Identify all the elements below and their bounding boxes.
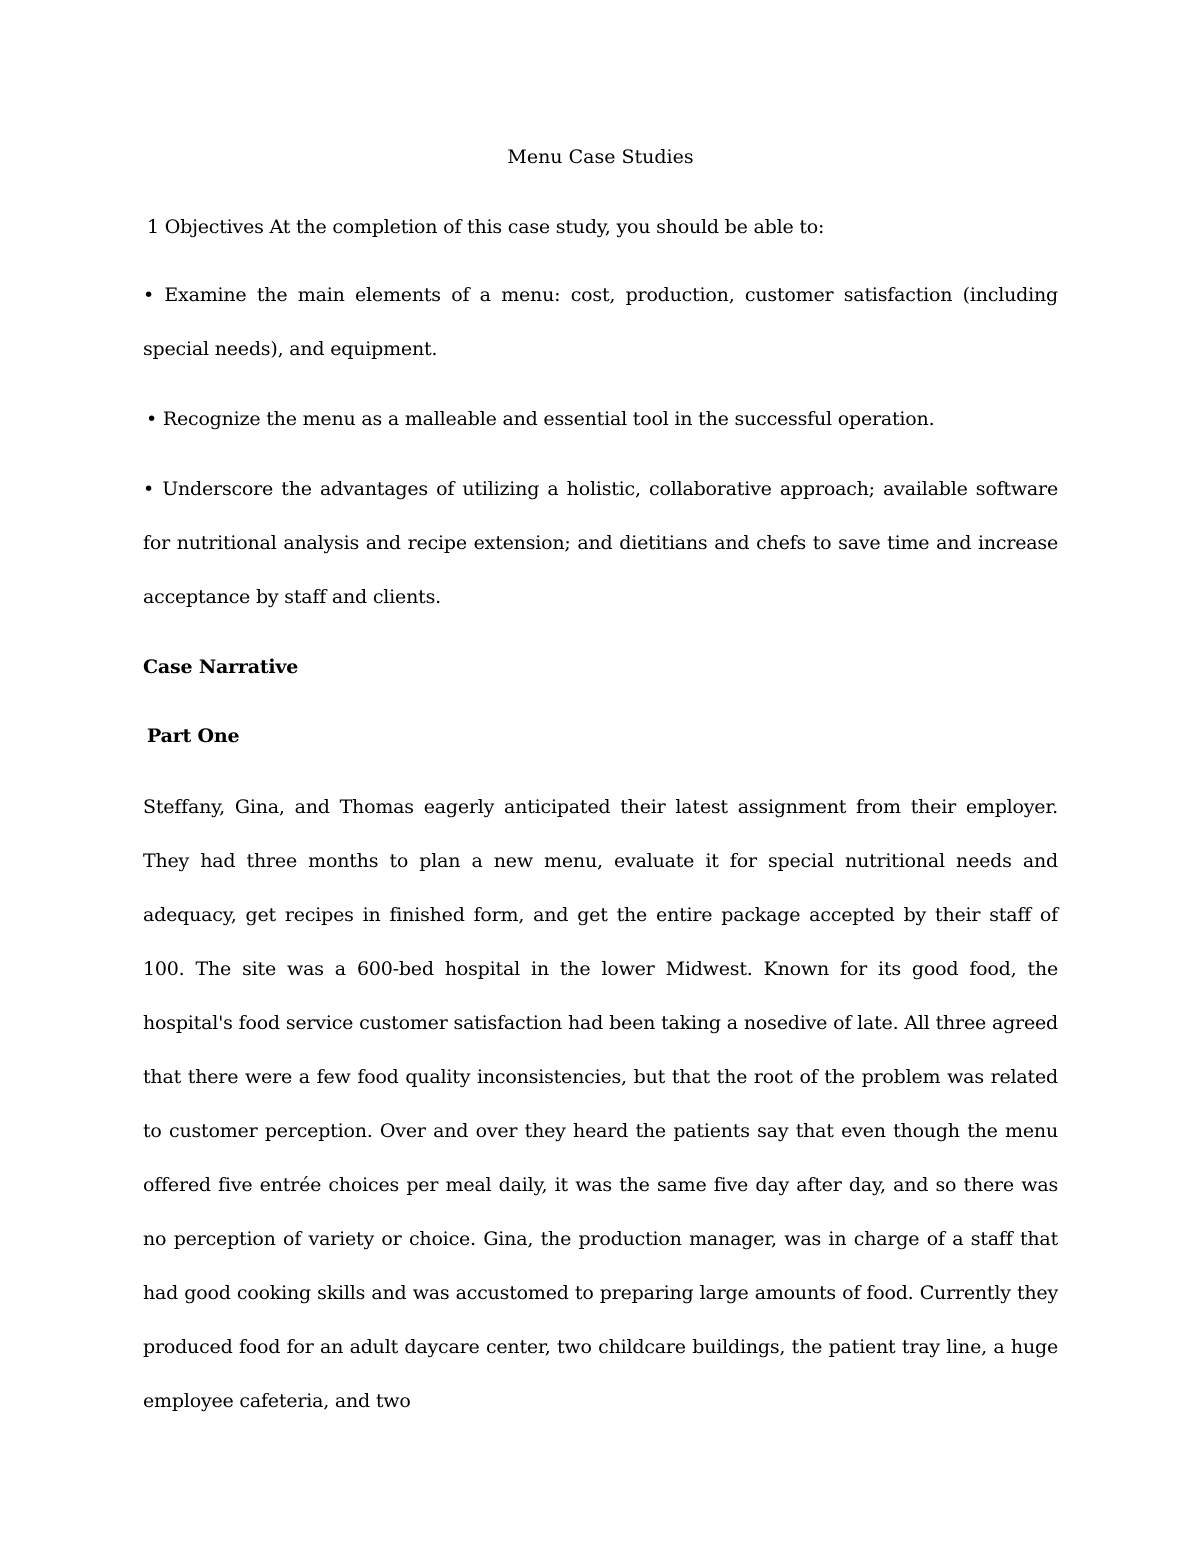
- body-paragraph: Steffany, Gina, and Thomas eagerly anticipated their latest assignment from their employer. They had three months to plan a new menu, evaluate it for special nutritional needs and adequacy, get recipes in finished form, and get the entire package accepted by their staff of 100. The site was a 600-bed hospital in the lower Midwest. Known for its good food, the hospital's food service customer satisfaction had been taking a nosedive of late. All three agreed that there were a few food quality inconsistencies, but that the root of the problem was related to customer perception. Over and over they heard the patients say that even though the menu offered five entrée choices per meal daily, it was the same five day after day, and so there was no perception of variety or choice. Gina, the production manager, was in charge of a staff that had good cooking skills and was accustomed to preparing large amounts of food. Currently they produced food for an adult daycare center, two childcare buildings, the patient tray line, a huge employee cafeteria, and two: [143, 796, 1058, 1412]
- bullet-item-3: • Underscore the advantages of utilizing a holistic, collaborative approach; available software for nutritional analysis and recipe extension; and dietitians and chefs to save time and increase acceptance by staff and clients.: [143, 478, 1058, 608]
- document-title: Menu Case Studies: [507, 146, 694, 168]
- bullet-item-2: • Recognize the menu as a malleable and essential tool in the successful operation.: [146, 408, 935, 430]
- bullet-item-1: • Examine the main elements of a menu: cost, production, customer satisfaction (including special needs), and equipment.: [143, 284, 1058, 360]
- objectives-intro: 1 Objectives At the completion of this case study, you should be able to:: [147, 216, 825, 238]
- heading-case-narrative: Case Narrative: [143, 656, 299, 678]
- heading-part-one: Part One: [147, 725, 240, 747]
